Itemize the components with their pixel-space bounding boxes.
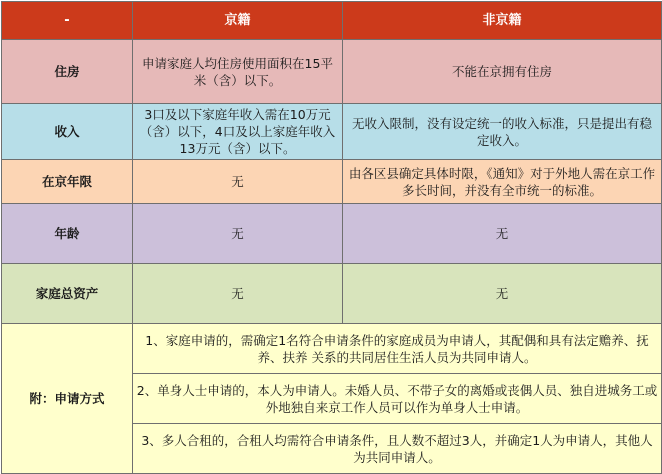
row-age bbox=[2, 204, 662, 264]
row-label-age: 年龄 bbox=[2, 204, 133, 264]
row-label-assets: 家庭总资产 bbox=[2, 264, 133, 324]
header-corner: - bbox=[2, 2, 133, 40]
apply-method-1-text: 1、家庭申请的，需确定1名符合申请条件的家庭成员为申请人，其配偶和具有法定赡养、抚养、扶养 关系的共同居住生活人员为共同申请人。 bbox=[145, 332, 649, 365]
cell-years-beijing: 无 bbox=[133, 160, 343, 204]
cell-years-non-beijing: 由各区县确定具体时限，《通知》对于外地人需在京工作多长时间，并没有全市统一的标准。 bbox=[343, 160, 662, 204]
apply-method-1 bbox=[133, 324, 662, 374]
cell-age-beijing: 无 bbox=[133, 204, 343, 264]
cell-housing-beijing: 申请家庭人均住房使用面积在15平米（含）以下。 bbox=[133, 40, 343, 104]
header-non-beijing: 非京籍 bbox=[343, 2, 662, 40]
header-beijing: 京籍 bbox=[133, 2, 343, 40]
row-label-housing: 住房 bbox=[2, 40, 133, 104]
cell-age-non-beijing: 无 bbox=[343, 204, 662, 264]
apply-method-2 bbox=[133, 374, 662, 424]
header-row bbox=[2, 2, 662, 40]
row-assets bbox=[2, 264, 662, 324]
row-apply-1 bbox=[2, 324, 662, 374]
row-years bbox=[2, 160, 662, 204]
cell-assets-non-beijing: 无 bbox=[343, 264, 662, 324]
comparison-table bbox=[1, 1, 662, 474]
apply-method-3-text: 3、多人合租的，合租人均需符合申请条件，且人数不超过3人，并确定1人为申请人，其他人为共同申请人。 bbox=[141, 432, 653, 465]
apply-method-2-text: 2、单身人士申请的，本人为申请人。未婚人员、不带子女的离婚或丧偶人员、独自进城务工或外地独自来京工作人员可以作为单身人士申请。 bbox=[136, 382, 658, 415]
cell-housing-non-beijing: 不能在京拥有住房 bbox=[343, 40, 662, 104]
cell-income-non-beijing: 无收入限制，没有设定统一的收入标准，只是提出有稳定收入。 bbox=[343, 104, 662, 160]
cell-assets-beijing: 无 bbox=[133, 264, 343, 324]
row-income bbox=[2, 104, 662, 160]
row-housing bbox=[2, 40, 662, 104]
row-label-years: 在京年限 bbox=[2, 160, 133, 204]
cell-income-beijing: 3口及以下家庭年收入需在10万元（含）以下，4口及以上家庭年收入13万元（含）以下。 bbox=[133, 104, 343, 160]
row-label-apply: 附：申请方式 bbox=[2, 324, 133, 474]
apply-method-3 bbox=[133, 424, 662, 474]
row-label-income: 收入 bbox=[2, 104, 133, 160]
